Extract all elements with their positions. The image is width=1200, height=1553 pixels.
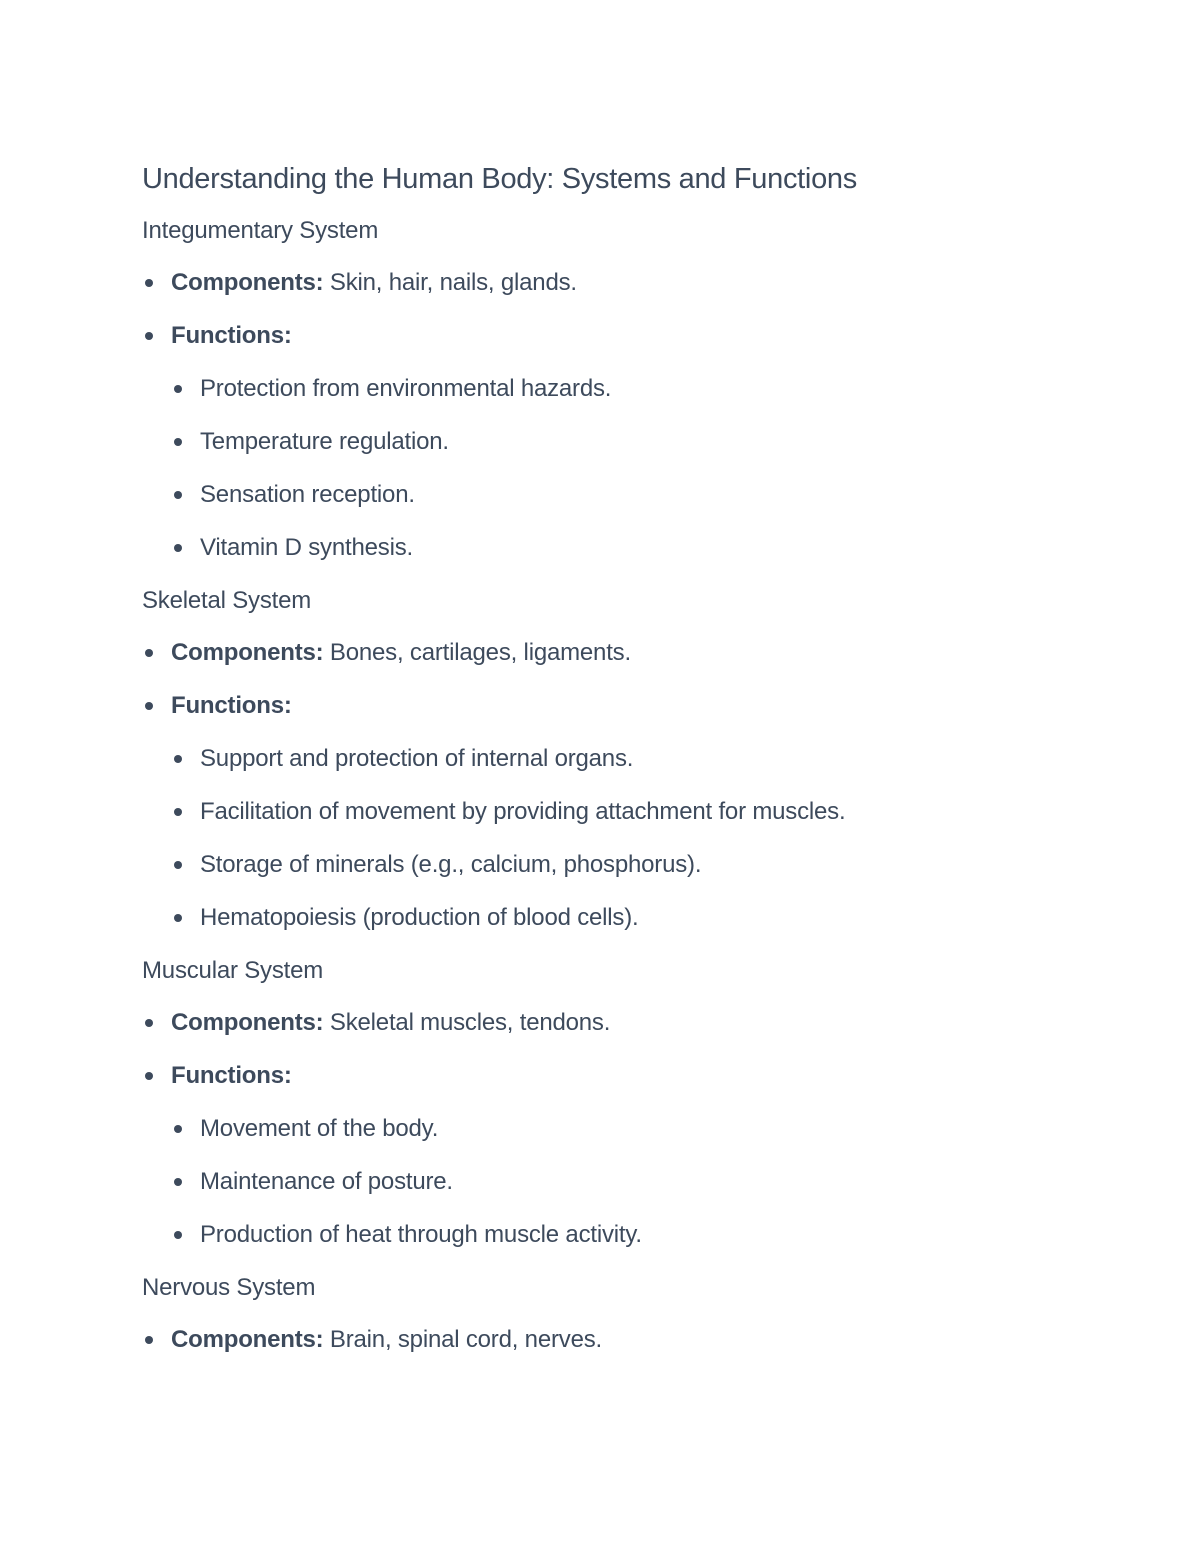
bullet-icon <box>174 1178 182 1186</box>
components-label: Components: <box>171 269 324 296</box>
components-value: Bones, cartilages, ligaments. <box>329 639 631 666</box>
functions-label: Functions: <box>171 692 292 719</box>
list-item <box>142 369 1102 409</box>
components-value: Skin, hair, nails, glands. <box>329 269 577 296</box>
section-skeletal <box>142 581 1102 938</box>
functions-item <box>142 1056 1102 1096</box>
functions-label: Functions: <box>171 322 292 349</box>
bullet-icon <box>174 1125 182 1133</box>
functions-item <box>142 686 1102 726</box>
list-item <box>142 1215 1102 1255</box>
list-item-text: Temperature regulation. <box>200 428 449 455</box>
list-item-text: Protection from environmental hazards. <box>200 375 612 402</box>
functions-list <box>142 1109 1102 1255</box>
list-item <box>142 792 1102 832</box>
components-item <box>142 1003 1102 1043</box>
list-item <box>142 1109 1102 1149</box>
components-label: Components: <box>171 639 324 666</box>
list-item-text: Support and protection of internal organs. <box>200 745 634 772</box>
bullet-icon <box>145 649 153 657</box>
bullet-icon <box>174 861 182 869</box>
components-item <box>142 263 1102 303</box>
components-item <box>142 633 1102 673</box>
bullet-icon <box>145 1019 153 1027</box>
components-label: Components: <box>171 1326 324 1353</box>
functions-list <box>142 739 1102 938</box>
list-item <box>142 422 1102 462</box>
section-list <box>142 1320 1102 1360</box>
list-item <box>142 845 1102 885</box>
section-nervous <box>142 1268 1102 1360</box>
bullet-icon <box>174 1231 182 1239</box>
section-heading: Integumentary System <box>142 217 379 244</box>
bullet-icon <box>145 332 153 340</box>
functions-list <box>142 369 1102 568</box>
bullet-icon <box>174 544 182 552</box>
bullet-icon <box>174 755 182 763</box>
page-title: Understanding the Human Body: Systems and Functions <box>142 163 857 195</box>
bullet-icon <box>174 914 182 922</box>
bullet-icon <box>174 491 182 499</box>
section-list <box>142 263 1102 356</box>
components-item <box>142 1320 1102 1360</box>
bullet-icon <box>145 1336 153 1344</box>
list-item-text: Production of heat through muscle activity. <box>200 1221 642 1248</box>
list-item <box>142 528 1102 568</box>
components-label: Components: <box>171 1009 324 1036</box>
bullet-icon <box>145 1072 153 1080</box>
list-item-text: Sensation reception. <box>200 481 415 508</box>
section-heading: Skeletal System <box>142 587 312 614</box>
section-list <box>142 633 1102 726</box>
list-item <box>142 898 1102 938</box>
list-item-text: Movement of the body. <box>200 1115 439 1142</box>
list-item <box>142 475 1102 515</box>
bullet-icon <box>174 385 182 393</box>
list-item <box>142 739 1102 779</box>
functions-item <box>142 316 1102 356</box>
bullet-icon <box>174 808 182 816</box>
functions-label: Functions: <box>171 1062 292 1089</box>
bullet-icon <box>174 438 182 446</box>
list-item <box>142 1162 1102 1202</box>
section-integumentary <box>142 211 1102 568</box>
bullet-icon <box>145 702 153 710</box>
bullet-icon <box>145 279 153 287</box>
list-item-text: Maintenance of posture. <box>200 1168 453 1195</box>
list-item-text: Facilitation of movement by providing attachment for muscles. <box>200 798 846 825</box>
components-value: Brain, spinal cord, nerves. <box>329 1326 602 1353</box>
components-value: Skeletal muscles, tendons. <box>329 1009 611 1036</box>
list-item-text: Vitamin D synthesis. <box>200 534 413 561</box>
list-item-text: Hematopoiesis (production of blood cells). <box>200 904 639 931</box>
section-muscular <box>142 951 1102 1255</box>
section-list <box>142 1003 1102 1096</box>
document-page <box>142 158 1102 1373</box>
list-item-text: Storage of minerals (e.g., calcium, phosphorus). <box>200 851 702 878</box>
section-heading: Nervous System <box>142 1274 316 1301</box>
section-heading: Muscular System <box>142 957 324 984</box>
